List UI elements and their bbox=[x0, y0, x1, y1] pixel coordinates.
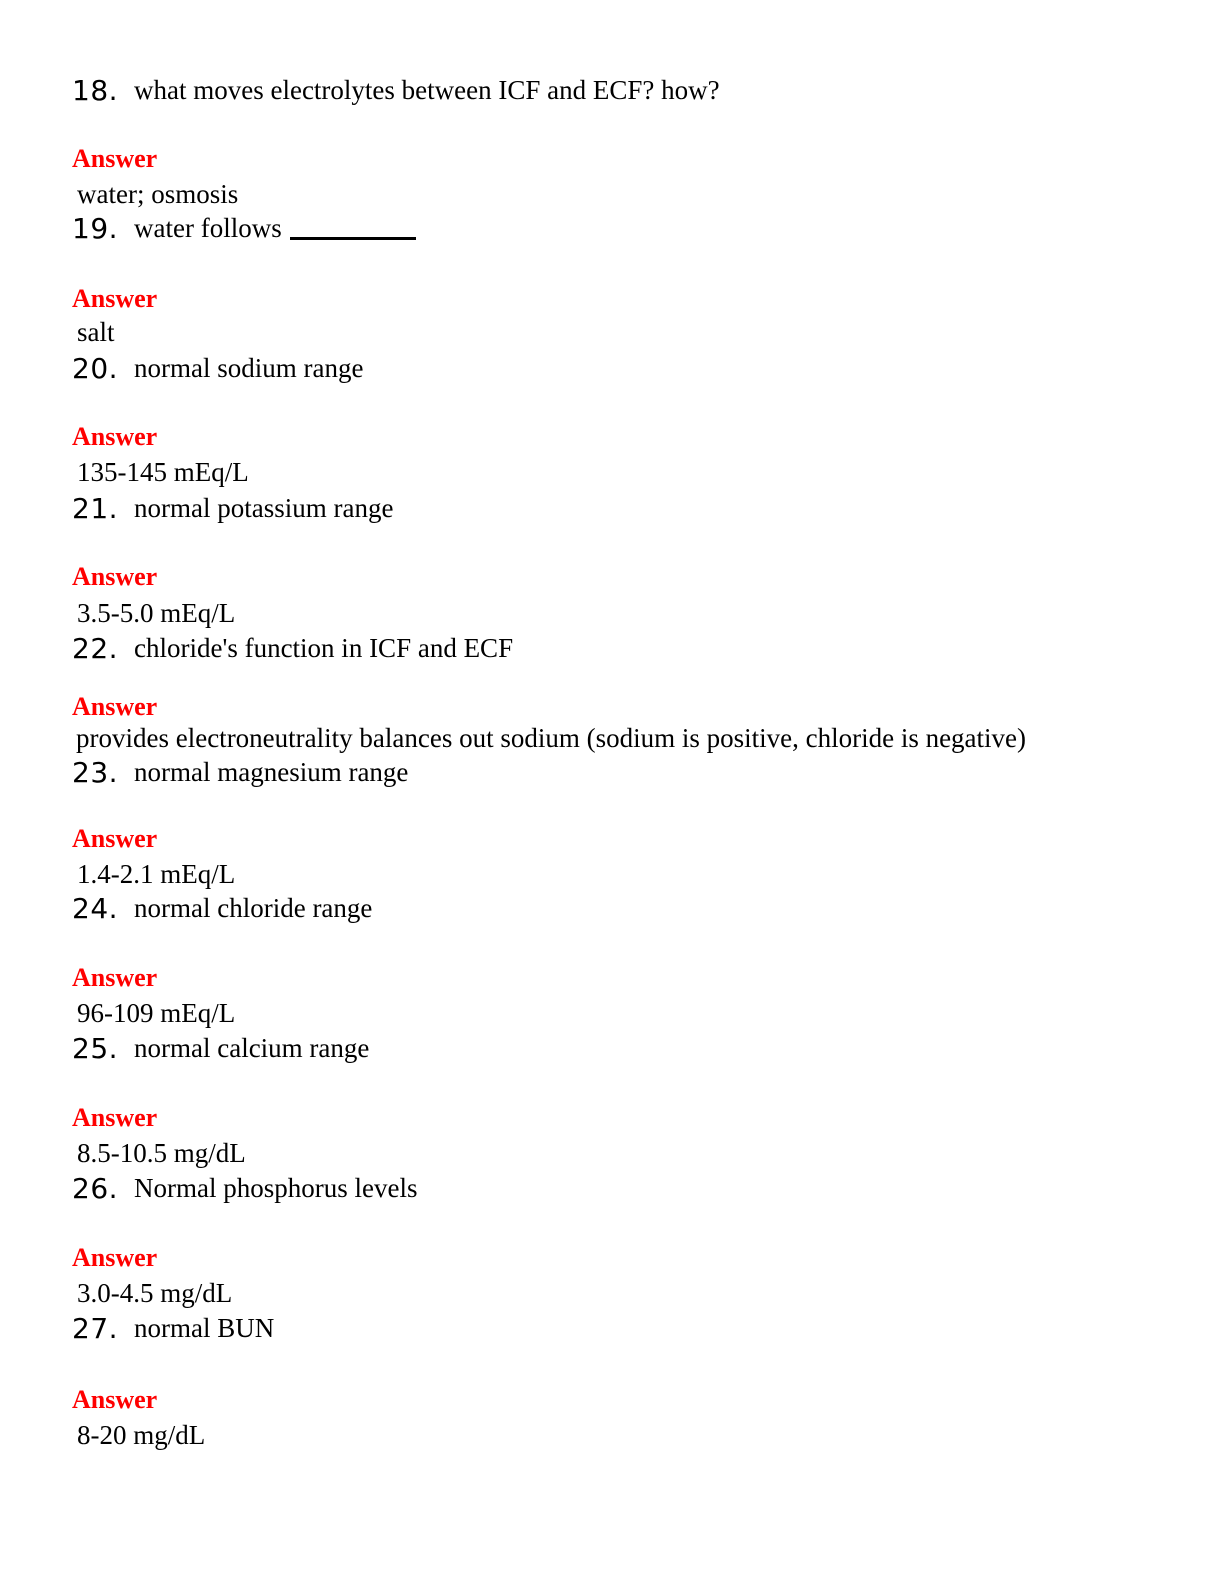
question-number: 24. bbox=[72, 891, 119, 925]
flashcard-item bbox=[72, 1168, 1192, 1308]
answer-label: Answer bbox=[72, 144, 158, 173]
question-row bbox=[72, 752, 1192, 792]
answer-text: 96-109 mEq/L bbox=[77, 998, 236, 1028]
flashcard-item bbox=[72, 70, 1192, 209]
answer-text: salt bbox=[77, 317, 115, 347]
answer-label: Answer bbox=[72, 1243, 158, 1272]
question-row bbox=[72, 348, 1192, 388]
question-number: 22. bbox=[72, 631, 119, 665]
answer-label: Answer bbox=[72, 963, 158, 992]
question-number: 19. bbox=[72, 211, 119, 245]
question-text: normal calcium range bbox=[134, 1032, 370, 1063]
question-row bbox=[72, 208, 1192, 248]
answer-label: Answer bbox=[72, 692, 158, 721]
question-number: 23. bbox=[72, 755, 119, 789]
question-row bbox=[72, 1028, 1192, 1068]
flashcard-item bbox=[72, 348, 1192, 487]
answer-text: 3.0-4.5 mg/dL bbox=[77, 1278, 233, 1308]
flashcard-item bbox=[72, 1308, 1192, 1450]
question-number: 20. bbox=[72, 351, 119, 385]
answer-label: Answer bbox=[72, 824, 158, 853]
flashcard-item bbox=[72, 208, 1192, 347]
question-text: normal chloride range bbox=[134, 892, 373, 923]
answer-label: Answer bbox=[72, 1385, 158, 1414]
answer-text: 8.5-10.5 mg/dL bbox=[77, 1138, 246, 1168]
question-row bbox=[72, 488, 1192, 528]
answer-text: provides electroneutrality balances out sodium (sodium is positive, chloride is negative) bbox=[76, 723, 1027, 753]
question-number: 18. bbox=[72, 73, 119, 107]
question-text: water follows bbox=[134, 212, 282, 243]
question-number: 26. bbox=[72, 1171, 119, 1205]
answer-text: 3.5-5.0 mEq/L bbox=[77, 598, 236, 628]
answer-text: 8-20 mg/dL bbox=[77, 1420, 206, 1450]
question-row bbox=[72, 1168, 1192, 1208]
flashcard-item bbox=[72, 752, 1192, 889]
question-number: 21. bbox=[72, 491, 119, 525]
question-row bbox=[72, 70, 1192, 110]
question-text: normal sodium range bbox=[134, 352, 364, 383]
question-text: what moves electrolytes between ICF and ECF? how? bbox=[134, 74, 720, 105]
question-text: Normal phosphorus levels bbox=[134, 1172, 418, 1203]
answer-label: Answer bbox=[72, 422, 158, 451]
question-number: 25. bbox=[72, 1031, 119, 1065]
question-text: normal BUN bbox=[134, 1312, 275, 1343]
question-text: normal magnesium range bbox=[134, 756, 409, 787]
answer-text: 135-145 mEq/L bbox=[77, 457, 249, 487]
flashcard-item bbox=[72, 628, 1192, 753]
answer-label: Answer bbox=[72, 284, 158, 313]
question-row bbox=[72, 1308, 1192, 1348]
question-text: chloride's function in ICF and ECF bbox=[134, 632, 514, 663]
question-row bbox=[72, 888, 1192, 928]
flashcard-item bbox=[72, 488, 1192, 628]
answer-text: water; osmosis bbox=[77, 179, 239, 209]
flashcard-item bbox=[72, 888, 1192, 1028]
answer-text: 1.4-2.1 mEq/L bbox=[77, 859, 236, 889]
fill-in-blank-line bbox=[290, 237, 416, 240]
answer-label: Answer bbox=[72, 1103, 158, 1132]
answer-label: Answer bbox=[72, 562, 158, 591]
flashcard-item bbox=[72, 1028, 1192, 1168]
question-row bbox=[72, 628, 1192, 668]
question-number: 27. bbox=[72, 1311, 119, 1345]
question-text: normal potassium range bbox=[134, 492, 394, 523]
